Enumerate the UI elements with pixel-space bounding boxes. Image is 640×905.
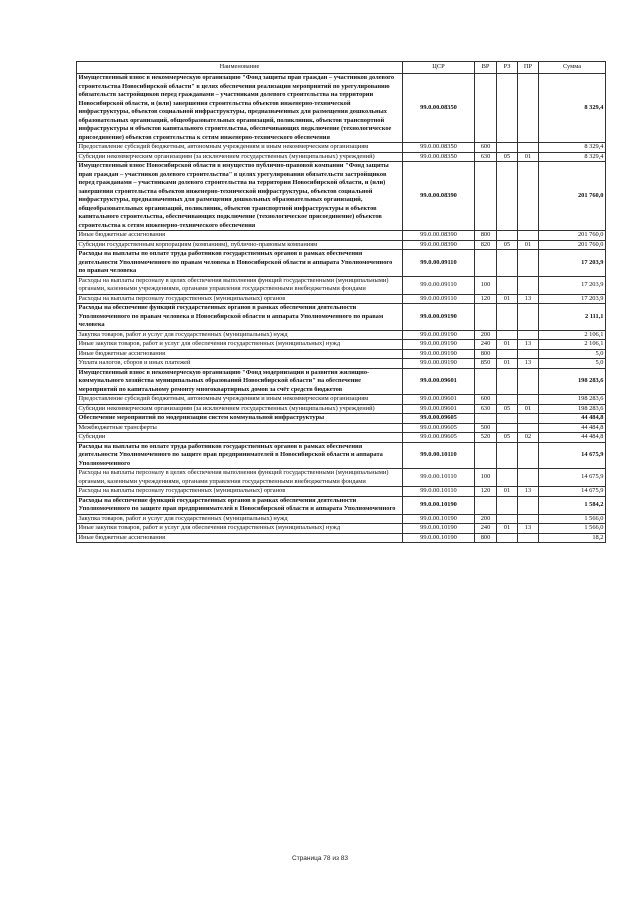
cell-csr: 99.0.00.09601 — [403, 395, 475, 405]
cell-pr: 01 — [518, 240, 539, 250]
cell-pr — [518, 330, 539, 340]
cell-pr — [518, 162, 539, 231]
table-row — [77, 368, 606, 395]
header-name: Наименование — [77, 62, 403, 74]
table-row — [77, 349, 606, 359]
cell-csr: 99.0.00.09190 — [403, 359, 475, 369]
cell-vr: 200 — [475, 514, 497, 524]
table-row — [77, 433, 606, 443]
cell-pr — [518, 414, 539, 424]
cell-vr: 120 — [475, 487, 497, 497]
cell-rz: 01 — [497, 294, 518, 304]
cell-name: Расходы на обеспечение функций государственных органов в рамках обеспечения деятельности Уполномоченного по защите прав предпринимателей в Новосибирской области и аппарата Уполномоченного — [77, 496, 403, 514]
table-row — [77, 514, 606, 524]
cell-csr: 99.0.00.09605 — [403, 433, 475, 443]
cell-pr — [518, 231, 539, 241]
cell-sum: 198 283,6 — [539, 368, 606, 395]
table-row — [77, 442, 606, 469]
cell-vr: 120 — [475, 294, 497, 304]
cell-vr — [475, 414, 497, 424]
cell-name: Субсидии государственным корпорациям (компаниям), публично-правовым компаниям — [77, 240, 403, 250]
cell-name: Предоставление субсидий бюджетным, автономным учреждениям и иным некоммерческим организациям — [77, 395, 403, 405]
table-row — [77, 294, 606, 304]
table-row — [77, 74, 606, 143]
cell-rz: 01 — [497, 359, 518, 369]
cell-name: Имущественный взнос в некоммерческую организацию "Фонд модернизации и развития жилищно-коммунального хозяйства муниципальных образований Новосибирской области" на обеспечение мероприятий по капитальному ремонту многоквартирных домов за счёт средств бюджетов — [77, 368, 403, 395]
cell-rz — [497, 469, 518, 487]
cell-name: Иные бюджетные ассигнования — [77, 349, 403, 359]
cell-vr — [475, 496, 497, 514]
cell-csr: 99.0.00.08390 — [403, 162, 475, 231]
cell-vr: 820 — [475, 240, 497, 250]
cell-sum: 198 283,6 — [539, 395, 606, 405]
cell-sum: 18,2 — [539, 533, 606, 543]
cell-pr — [518, 395, 539, 405]
cell-pr: 13 — [518, 340, 539, 350]
cell-rz — [497, 533, 518, 543]
table-body — [77, 74, 606, 543]
cell-csr: 99.0.00.08390 — [403, 240, 475, 250]
cell-rz — [497, 395, 518, 405]
table-row — [77, 414, 606, 424]
table-row — [77, 162, 606, 231]
cell-name: Иные закупки товаров, работ и услуг для обеспечения государственных (муниципальных) нужд — [77, 340, 403, 350]
table-row — [77, 276, 606, 294]
cell-pr — [518, 74, 539, 143]
cell-vr: 500 — [475, 423, 497, 433]
cell-rz — [497, 304, 518, 331]
cell-vr: 800 — [475, 349, 497, 359]
cell-sum: 2 106,1 — [539, 340, 606, 350]
budget-table — [76, 61, 606, 543]
cell-csr: 99.0.00.09605 — [403, 423, 475, 433]
cell-sum: 17 203,9 — [539, 250, 606, 277]
cell-pr: 01 — [518, 404, 539, 414]
cell-csr: 99.0.00.09190 — [403, 304, 475, 331]
header-sum: Сумма — [539, 62, 606, 74]
cell-csr: 99.0.00.09190 — [403, 349, 475, 359]
cell-vr: 240 — [475, 340, 497, 350]
cell-rz — [497, 330, 518, 340]
cell-name: Иные бюджетные ассигнования — [77, 231, 403, 241]
cell-vr — [475, 250, 497, 277]
cell-sum: 17 203,9 — [539, 294, 606, 304]
cell-pr — [518, 496, 539, 514]
cell-name: Предоставление субсидий бюджетным, автономным учреждениям и иным некоммерческим организациям — [77, 143, 403, 153]
page-number: Страница 78 из 83 — [292, 855, 348, 862]
cell-pr — [518, 423, 539, 433]
cell-sum: 198 283,6 — [539, 404, 606, 414]
header-vr: ВР — [475, 62, 497, 74]
cell-name: Имущественный взнос в некоммерческую организацию "Фонд защиты прав граждан – участников долевого строительства Новосибирской области" в целях обеспечения реализации мероприятий по урегулированию обязательств застройщиков перед гражданами – участниками долевого строительства на территории Новосибирской области, и (или) завершения строительства объектов инженерно-технической инфраструктуры, объектов социальной инфраструктуры, предназначенных для размещения дошкольных образовательных организаций, общеобразовательных организаций, поликлиник, объектов транспортной инфраструктуры и объектов капитального строительства, обеспечивающих подключение (технологическое присоединение) объектов строительства к сетям инженерно-технического обеспечения — [77, 74, 403, 143]
cell-pr — [518, 250, 539, 277]
cell-rz — [497, 442, 518, 469]
cell-vr: 100 — [475, 469, 497, 487]
cell-rz: 01 — [497, 487, 518, 497]
cell-sum: 8 329,4 — [539, 74, 606, 143]
header-pr: ПР — [518, 62, 539, 74]
cell-pr — [518, 349, 539, 359]
cell-name: Закупка товаров, работ и услуг для государственных (муниципальных) нужд — [77, 514, 403, 524]
cell-pr: 01 — [518, 152, 539, 162]
cell-vr — [475, 74, 497, 143]
cell-sum: 5,0 — [539, 359, 606, 369]
table-header-row — [77, 62, 606, 74]
cell-name: Расходы на выплаты по оплате труда работников государственных органов в рамках обеспечения деятельности Уполномоченного по защите прав предпринимателей в Новосибирской области и аппарата Уполномоченного — [77, 442, 403, 469]
cell-pr: 13 — [518, 524, 539, 534]
table-row — [77, 533, 606, 543]
table-row — [77, 304, 606, 331]
cell-vr — [475, 442, 497, 469]
cell-vr — [475, 304, 497, 331]
cell-rz — [497, 423, 518, 433]
cell-name: Уплата налогов, сборов и иных платежей — [77, 359, 403, 369]
cell-vr: 850 — [475, 359, 497, 369]
cell-csr: 99.0.00.09601 — [403, 368, 475, 395]
cell-pr — [518, 469, 539, 487]
cell-vr: 600 — [475, 395, 497, 405]
table-row — [77, 496, 606, 514]
cell-name: Субсидии некоммерческим организациям (за исключением государственных (муниципальных) учреждений) — [77, 404, 403, 414]
cell-csr: 99.0.00.10110 — [403, 487, 475, 497]
cell-pr — [518, 442, 539, 469]
table-row — [77, 330, 606, 340]
cell-sum: 8 329,4 — [539, 152, 606, 162]
table-row — [77, 469, 606, 487]
cell-rz — [497, 514, 518, 524]
cell-vr: 600 — [475, 143, 497, 153]
cell-sum: 44 484,8 — [539, 414, 606, 424]
cell-vr: 200 — [475, 330, 497, 340]
cell-sum: 44 484,8 — [539, 433, 606, 443]
cell-rz — [497, 414, 518, 424]
cell-name: Расходы на выплаты персоналу в целях обеспечения выполнения функций государственными (муниципальными) органами, казенными учреждениями, органами управления государственными внебюджетными фондами — [77, 469, 403, 487]
cell-vr: 630 — [475, 404, 497, 414]
table-row — [77, 143, 606, 153]
cell-name: Расходы на выплаты по оплате труда работников государственных органов в рамках обеспечения деятельности Уполномоченного по правам человека в Новосибирской области и аппарата Уполномоченного по правам человека — [77, 250, 403, 277]
cell-name: Субсидии — [77, 433, 403, 443]
cell-vr — [475, 162, 497, 231]
cell-name: Расходы на выплаты персоналу государственных (муниципальных) органов — [77, 294, 403, 304]
cell-sum: 201 760,0 — [539, 162, 606, 231]
table-row — [77, 359, 606, 369]
cell-rz: 01 — [497, 340, 518, 350]
cell-csr: 99.0.00.09190 — [403, 340, 475, 350]
cell-pr — [518, 368, 539, 395]
cell-rz — [497, 143, 518, 153]
cell-sum: 1 566,0 — [539, 524, 606, 534]
cell-vr — [475, 368, 497, 395]
table-row — [77, 231, 606, 241]
cell-sum: 2 111,1 — [539, 304, 606, 331]
cell-name: Расходы на выплаты персоналу в целях обеспечения выполнения функций государственными (муниципальными) органами, казенными учреждениями, органами управления государственными внебюджетными фондами — [77, 276, 403, 294]
cell-name: Расходы на выплаты персоналу государственных (муниципальных) органов — [77, 487, 403, 497]
table-row — [77, 340, 606, 350]
cell-csr: 99.0.00.09190 — [403, 330, 475, 340]
cell-sum: 2 106,1 — [539, 330, 606, 340]
cell-name: Обеспечение мероприятий по модернизации систем коммунальной инфраструктуры — [77, 414, 403, 424]
cell-name: Межбюджетные трансферты — [77, 423, 403, 433]
cell-rz — [497, 276, 518, 294]
cell-rz — [497, 368, 518, 395]
table-row — [77, 240, 606, 250]
cell-sum: 201 760,0 — [539, 240, 606, 250]
cell-sum: 8 329,4 — [539, 143, 606, 153]
cell-vr: 520 — [475, 433, 497, 443]
cell-sum: 14 675,9 — [539, 487, 606, 497]
cell-pr: 02 — [518, 433, 539, 443]
cell-pr — [518, 533, 539, 543]
cell-rz: 05 — [497, 433, 518, 443]
table-row — [77, 487, 606, 497]
cell-name: Расходы на обеспечение функций государственных органов в рамках обеспечения деятельности Уполномоченного по правам человека в Новосибирской области и аппарата Уполномоченного по правам человека — [77, 304, 403, 331]
table-row — [77, 524, 606, 534]
cell-sum: 1 584,2 — [539, 496, 606, 514]
cell-vr: 800 — [475, 231, 497, 241]
cell-sum: 5,0 — [539, 349, 606, 359]
cell-csr: 99.0.00.10190 — [403, 533, 475, 543]
cell-csr: 99.0.00.10190 — [403, 524, 475, 534]
table-row — [77, 404, 606, 414]
cell-rz: 01 — [497, 524, 518, 534]
cell-rz — [497, 349, 518, 359]
cell-csr: 99.0.00.08350 — [403, 74, 475, 143]
cell-pr — [518, 143, 539, 153]
cell-csr: 99.0.00.10190 — [403, 496, 475, 514]
cell-pr: 13 — [518, 359, 539, 369]
cell-csr: 99.0.00.09605 — [403, 414, 475, 424]
cell-sum: 1 566,0 — [539, 514, 606, 524]
cell-rz: 05 — [497, 240, 518, 250]
cell-sum: 44 484,8 — [539, 423, 606, 433]
cell-csr: 99.0.00.08350 — [403, 152, 475, 162]
cell-rz — [497, 496, 518, 514]
cell-csr: 99.0.00.10110 — [403, 469, 475, 487]
cell-csr: 99.0.00.08350 — [403, 143, 475, 153]
cell-pr: 13 — [518, 294, 539, 304]
cell-vr: 100 — [475, 276, 497, 294]
cell-csr: 99.0.00.08390 — [403, 231, 475, 241]
cell-rz — [497, 74, 518, 143]
cell-sum: 201 760,0 — [539, 231, 606, 241]
header-csr: ЦСР — [403, 62, 475, 74]
cell-name: Иные закупки товаров, работ и услуг для обеспечения государственных (муниципальных) нужд — [77, 524, 403, 534]
cell-sum: 14 675,9 — [539, 442, 606, 469]
cell-name: Закупка товаров, работ и услуг для государственных (муниципальных) нужд — [77, 330, 403, 340]
header-rz: РЗ — [497, 62, 518, 74]
table-row — [77, 152, 606, 162]
cell-rz — [497, 231, 518, 241]
cell-vr: 630 — [475, 152, 497, 162]
cell-vr: 240 — [475, 524, 497, 534]
table-row — [77, 423, 606, 433]
cell-pr — [518, 514, 539, 524]
cell-csr: 99.0.00.09110 — [403, 250, 475, 277]
cell-rz: 05 — [497, 152, 518, 162]
cell-csr: 99.0.00.10110 — [403, 442, 475, 469]
cell-pr: 13 — [518, 487, 539, 497]
cell-csr: 99.0.00.09110 — [403, 294, 475, 304]
cell-rz — [497, 162, 518, 231]
cell-pr — [518, 276, 539, 294]
cell-name: Имущественный взнос Новосибирской области в имущество публично-правовой компании "Фонд защиты прав граждан – участников долевого строительства" в целях урегулирования обязательств застройщиков перед гражданами – участниками долевого строительства на территории Новосибирской области, и (или) завершения строительства объектов инженерно-технической инфраструктуры, объектов социальной инфраструктуры, предназначенных для размещения дошкольных образовательных организаций, общеобразовательных организаций, поликлиник, объектов транспортной инфраструктуры и объектов капитального строительства, обеспечивающих подключение (технологическое присоединение) объектов строительства к сетям инженерно-технического обеспечения — [77, 162, 403, 231]
cell-rz — [497, 250, 518, 277]
cell-sum: 17 203,9 — [539, 276, 606, 294]
cell-csr: 99.0.00.09110 — [403, 276, 475, 294]
cell-name: Субсидии некоммерческим организациям (за исключением государственных (муниципальных) учреждений) — [77, 152, 403, 162]
cell-name: Иные бюджетные ассигнования — [77, 533, 403, 543]
cell-csr: 99.0.00.10190 — [403, 514, 475, 524]
cell-csr: 99.0.00.09601 — [403, 404, 475, 414]
cell-pr — [518, 304, 539, 331]
cell-rz: 05 — [497, 404, 518, 414]
table-row — [77, 250, 606, 277]
cell-sum: 14 675,9 — [539, 469, 606, 487]
table-row — [77, 395, 606, 405]
cell-vr: 800 — [475, 533, 497, 543]
